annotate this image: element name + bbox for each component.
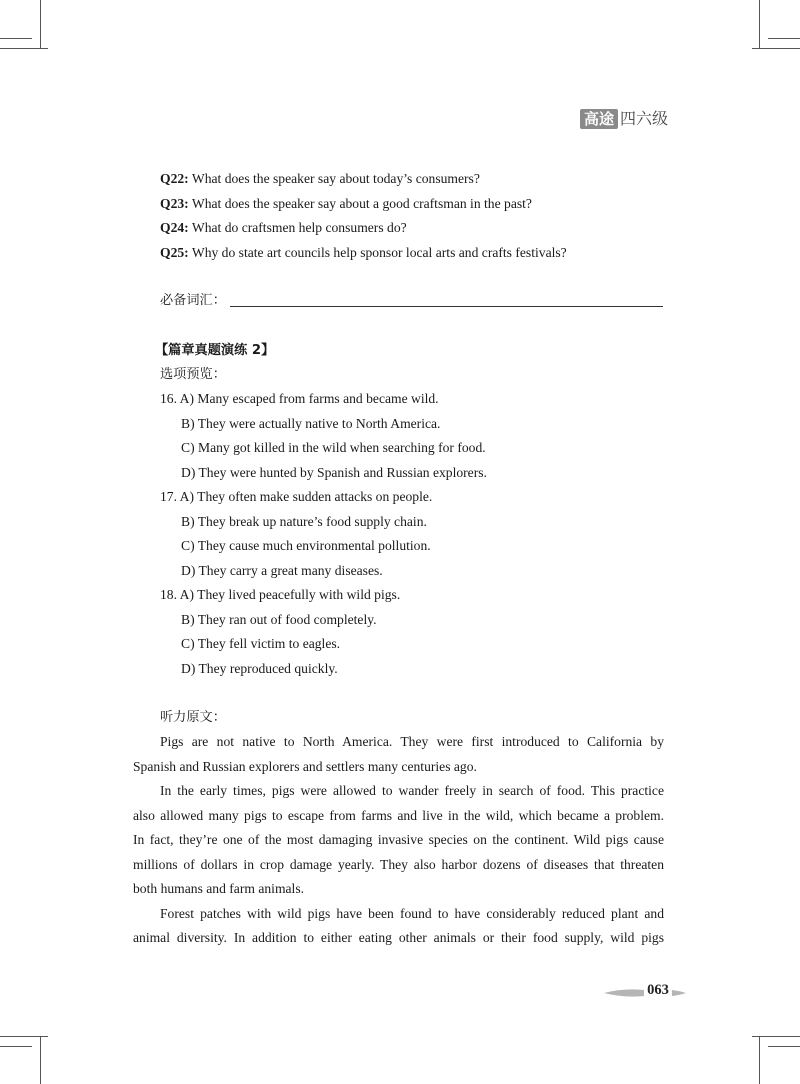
preview-label: 选项预览： xyxy=(160,367,226,382)
crop-mark xyxy=(0,1046,32,1047)
crop-mark xyxy=(0,48,48,49)
transcript-line: millions of dollars in crop damage yearly. They also harbor dozens of diseases that threaten xyxy=(133,857,664,872)
transcript-label: 听力原文： xyxy=(160,710,226,725)
page-number: 063 xyxy=(647,982,669,998)
section-title: 【篇章真题演练 2】 xyxy=(155,343,275,358)
option-line: D) They were hunted by Spanish and Russian explorers. xyxy=(181,465,487,480)
brand-badge: 高途 xyxy=(580,109,618,129)
crop-mark xyxy=(40,1036,41,1084)
transcript-line: In the early times, pigs were allowed to wander freely in search of food. This practice xyxy=(160,783,664,798)
option-line: D) They reproduced quickly. xyxy=(181,661,338,676)
option-line: B) They break up nature’s food supply chain. xyxy=(181,514,427,529)
question-line xyxy=(160,219,407,237)
crop-mark xyxy=(0,38,32,39)
option-line: B) They ran out of food completely. xyxy=(181,612,377,627)
crop-mark xyxy=(768,1046,800,1047)
transcript-line: In fact, they’re one of the most damaging invasive species on the continent. Wild pigs cause xyxy=(133,832,664,847)
question-line xyxy=(160,170,480,188)
level-label: 四六级 xyxy=(620,109,669,128)
crop-mark xyxy=(40,0,41,48)
option-line: 17. A) They often make sudden attacks on people. xyxy=(160,489,433,504)
page-ornament-left xyxy=(604,988,644,998)
vocab-label: 必备词汇： xyxy=(160,293,226,308)
option-line: D) They carry a great many diseases. xyxy=(181,563,383,578)
transcript-line: Pigs are not native to North America. They were first introduced to California by xyxy=(160,734,664,749)
option-line: 16. A) Many escaped from farms and became wild. xyxy=(160,391,439,406)
question-label: Q23: xyxy=(160,196,189,211)
crop-mark xyxy=(752,48,800,49)
header-brand xyxy=(580,108,668,130)
option-line: C) Many got killed in the wild when searching for food. xyxy=(181,440,486,455)
transcript-line: also allowed many pigs to escape from farms and live in the wild, which became a problem. xyxy=(133,808,664,823)
question-line xyxy=(160,244,567,262)
crop-mark xyxy=(759,0,760,48)
transcript-line: animal diversity. In addition to either eating other animals or their food supply, wild pigs xyxy=(133,930,664,945)
question-label: Q24: xyxy=(160,220,189,235)
option-line: C) They fell victim to eagles. xyxy=(181,636,341,651)
question-text: What do craftsmen help consumers do? xyxy=(191,220,407,235)
option-line: C) They cause much environmental pollution. xyxy=(181,538,431,553)
question-line xyxy=(160,195,532,213)
option-line: B) They were actually native to North America. xyxy=(181,416,441,431)
transcript-line: Forest patches with wild pigs have been found to have considerably reduced plant and xyxy=(160,906,664,921)
transcript-line: Spanish and Russian explorers and settlers many centuries ago. xyxy=(133,759,477,774)
option-line: 18. A) They lived peacefully with wild pigs. xyxy=(160,587,401,602)
question-text: What does the speaker say about today’s consumers? xyxy=(191,171,480,186)
transcript-line: both humans and farm animals. xyxy=(133,881,305,896)
crop-mark xyxy=(768,38,800,39)
question-text: What does the speaker say about a good craftsman in the past? xyxy=(191,196,532,211)
question-text: Why do state art councils help sponsor local arts and crafts festivals? xyxy=(191,245,567,260)
question-label: Q22: xyxy=(160,171,189,186)
question-label: Q25: xyxy=(160,245,189,260)
vocab-blank-line xyxy=(230,306,663,307)
crop-mark xyxy=(759,1036,760,1084)
